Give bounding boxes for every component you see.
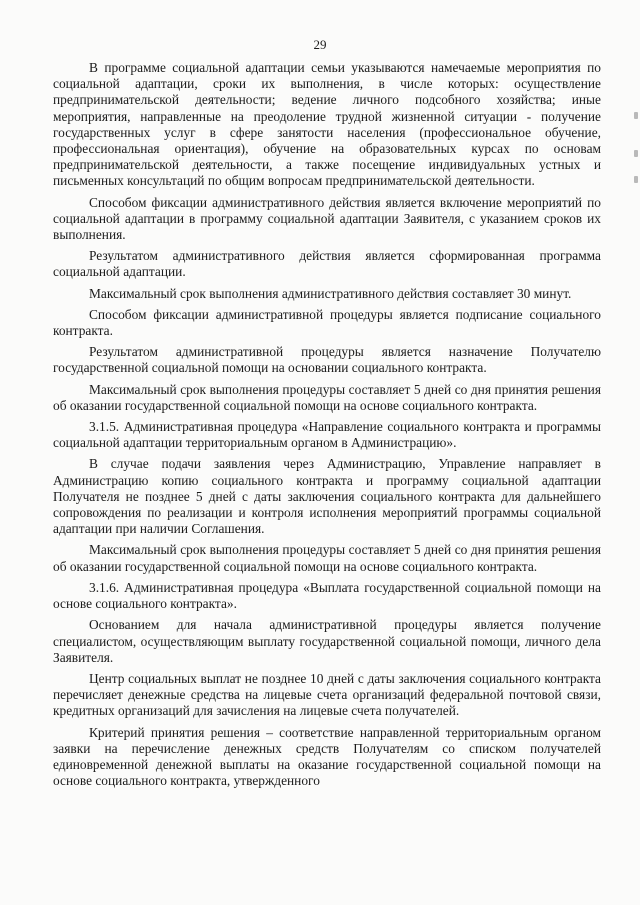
- scan-margin-mark: [634, 176, 638, 183]
- paragraph-10: Максимальный срок выполнения процедуры составляет 5 дней со дня принятия решения об оказании государственной социальной помощи на основе социального контракта.: [53, 542, 601, 574]
- section-heading-3-1-5: 3.1.5. Административная процедура «Направление социального контракта и программы социальной адаптации территориальным органом в Администрацию».: [53, 419, 601, 451]
- paragraph-14: Критерий принятия решения – соответствие направленной территориальным органом заявки на перечисление денежных средств Получателям со списком получателей единовременной денежной выплаты на оказание государственной социальной помощи на основе социального контракта, утвержденного: [53, 724, 601, 789]
- paragraph-5: Способом фиксации административной процедуры является подписание социального контракта.: [53, 306, 601, 339]
- paragraph-7: Максимальный срок выполнения процедуры составляет 5 дней со дня принятия решения об оказании государственной социальной помощи на основе социального контракта.: [53, 381, 601, 413]
- paragraph-2: Способом фиксации административного действия является включение мероприятий по социальной адаптации в программу социальной адаптации Заявителя, с указанием сроков их выполнения.: [53, 194, 601, 243]
- paragraph-12: Основанием для начала административной процедуры является получение специалистом, осуществляющим выплату государственной социальной помощи, личного дела Заявителя.: [53, 617, 601, 665]
- scan-margin-mark: [634, 150, 638, 157]
- document-body: [53, 60, 601, 794]
- paragraph-13: Центр социальных выплат не позднее 10 дней с даты заключения социального контракта перечисляет денежные средства на лицевые счета организаций федеральной почтовой связи, кредитных организаций для зачисления на лицевые счета получателей.: [53, 670, 601, 719]
- paragraph-6: Результатом административной процедуры является назначение Получателю государственной социальной помощи на основании социального контракта.: [53, 344, 601, 376]
- paragraph-3: Результатом административного действия является сформированная программа социальной адаптации.: [53, 248, 601, 280]
- page-number: 29: [313, 37, 327, 52]
- paragraph-1: В программе социальной адаптации семьи указываются намечаемые мероприятия по социальной адаптации, сроки их выполнения, в числе которых: осуществление предпринимательской деятельности; ведение личного подсобного хозяйства; иные мероприятия, направленные на преодоление трудной жизненной ситуации - получение государственных услуг в сфере занятости населения (профессиональное обучение, профессиональная ориентация), обучение на образовательных курсах по основам предпринимательской деятельности, а также посещение индивидуальных устных и письменных консультаций по общим вопросам предпринимательской деятельности.: [53, 60, 601, 189]
- scan-margin-mark: [634, 112, 638, 119]
- paragraph-9: В случае подачи заявления через Администрацию, Управление направляет в Администрацию копию социального контракта и программу социальной адаптации Получателя не позднее 5 дней с даты заключения социального контракта для дальнейшего сопровождения по реализации и контроля исполнения мероприятий программы социальной адаптации при наличии Соглашения.: [53, 456, 601, 537]
- paragraph-4: Максимальный срок выполнения административного действия составляет 30 минут.: [89, 285, 572, 301]
- section-heading-3-1-6: 3.1.6. Административная процедура «Выплата государственной социальной помощи на основе социального контракта».: [53, 579, 601, 612]
